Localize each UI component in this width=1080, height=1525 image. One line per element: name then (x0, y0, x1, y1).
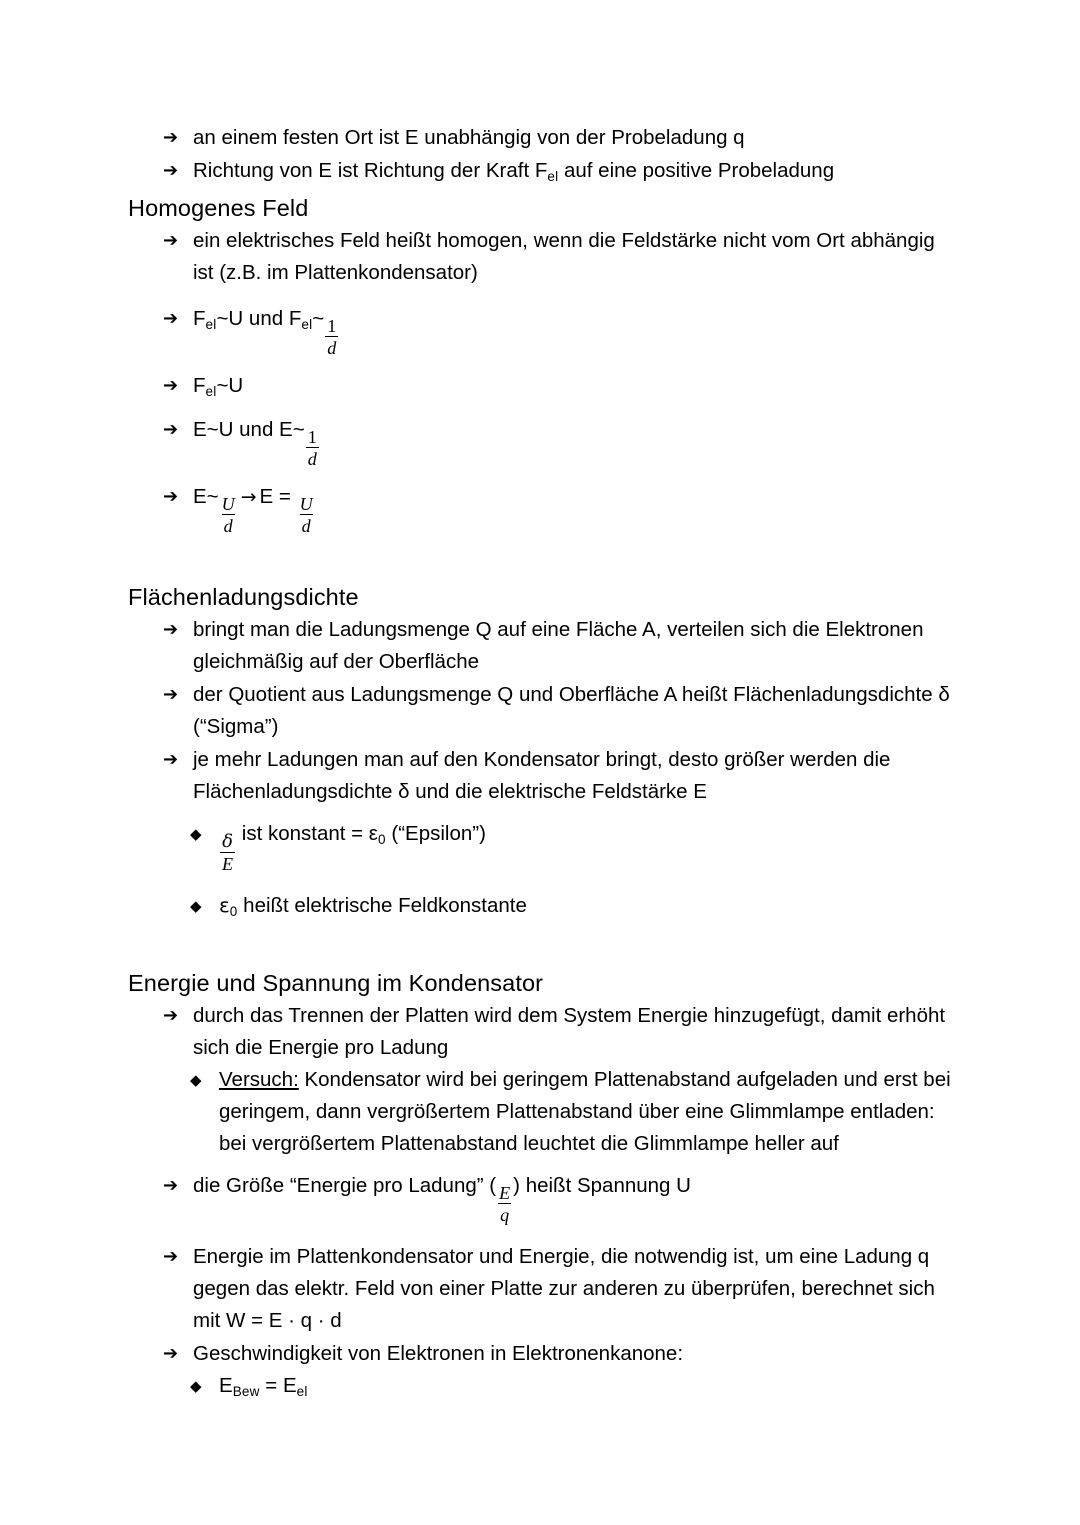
diamond-bullet-icon: ◆ (190, 825, 202, 844)
formula-lead: F (193, 307, 206, 330)
list-item (163, 614, 952, 678)
versuch-label: Versuch: (219, 1068, 299, 1092)
section-heading-flaechenladungsdichte: Flächenladungsdichte (128, 584, 359, 611)
arrow-bullet-icon: ➔ (163, 1005, 179, 1027)
arrow-bullet-icon: ➔ (163, 127, 179, 148)
fraction-numerator: U (221, 493, 235, 514)
formula-e-gleich-u-durch-d (163, 481, 952, 538)
fraction-denominator: d (307, 448, 317, 469)
diamond-bullet-icon: ◆ (190, 897, 202, 916)
list-item (163, 1000, 952, 1064)
arrow-bullet-icon: ➔ (163, 230, 179, 251)
subbullet-delta-durch-e (190, 818, 952, 876)
subbullet-text-end: (“Epsilon”) (385, 822, 486, 846)
bullet-text: Geschwindigkeit von Elektronen in Elektronenkanone: (193, 1342, 684, 1366)
bullet-energie-plattenkondensator (163, 1241, 952, 1337)
arrow-bullet-icon: ➔ (163, 1175, 179, 1197)
formula-f-el-u (163, 370, 952, 404)
arrow-bullet-icon: ➔ (163, 308, 179, 329)
formula-f-el-u-und-1-d (163, 303, 952, 360)
flaechenladungsdichte-bullet-list (163, 614, 952, 808)
fraction-u-over-d (298, 495, 315, 535)
bullet-text: je mehr Ladungen man auf den Kondensator bringt, desto größer werden die Flächenladungsdichte δ und die elektrische Feldstärke E (193, 748, 891, 804)
diamond-bullet-icon: ◆ (190, 1377, 202, 1396)
section-heading-homogenes-feld: Homogenes Feld (128, 195, 309, 221)
fraction-denominator: d (223, 515, 233, 536)
subbullet-text: heißt elektrische Feldkonstante (237, 894, 527, 918)
arrow-bullet-icon: ➔ (163, 1246, 179, 1268)
bullet-text: bringt man die Ladungsmenge Q auf eine Fläche A, verteilen sich die Elektronen gleichmäßig auf der Oberfläche (193, 618, 924, 674)
fraction-numerator: U (299, 493, 313, 514)
equation-operator: = (259, 1374, 283, 1398)
intro-bullet-list (163, 122, 952, 189)
formula-mid: E = (259, 485, 297, 509)
fraction-denominator: E (222, 853, 234, 874)
arrow-bullet-icon: ➔ (163, 375, 179, 397)
fraction-numerator: 1 (307, 426, 317, 447)
subscript-el: el (301, 316, 313, 332)
bullet-geschwindigkeit-elektronen (163, 1338, 952, 1370)
list-item (163, 225, 952, 289)
flaechenladungsdichte-sub-bullet-list (190, 818, 952, 924)
arrow-bullet-icon: ➔ (163, 1343, 179, 1365)
subscript-zero: 0 (229, 903, 238, 919)
energie-bullet-list (163, 1000, 952, 1064)
formula-lead: F (193, 374, 206, 398)
fraction-denominator: q (500, 1204, 510, 1225)
bullet-lead: die Größe “Energie pro Ladung” ( (193, 1174, 497, 1198)
subscript-el: el (205, 383, 217, 399)
equation-left-symbol: E (219, 1374, 233, 1398)
bullet-text: an einem festen Ort ist E unabhängig von der Probeladung q (193, 126, 745, 149)
fraction-numerator: E (499, 1182, 511, 1203)
arrow-bullet-icon: ➔ (163, 160, 179, 181)
bullet-text: Energie im Plattenkondensator und Energie, die notwendig ist, um eine Ladung q gegen das elektr. Feld von einer Platte zur anderen zu überprüfen, berechnet sich mit W = E · q · d (193, 1245, 935, 1333)
formula-lead: E~U und E~ (193, 418, 305, 442)
bullet-tail: ) heißt Spannung U (513, 1174, 691, 1198)
subscript-el: el (205, 316, 217, 332)
section-heading-energie-und-spannung: Energie und Spannung im Kondensator (128, 970, 544, 997)
subscript-el: el (296, 1383, 308, 1399)
versuch-sub-bullet-list (190, 1064, 952, 1160)
bullet-text: der Quotient aus Ladungsmenge Q und Oberfläche A heißt Flächenladungsdichte δ (“Sigma”) (193, 683, 950, 739)
bullet-text: durch das Trennen der Platten wird dem System Energie hinzugefügt, damit erhöht sich die Energie pro Ladung (193, 1004, 946, 1060)
formula-relation: ~U (216, 374, 244, 398)
list-item (163, 679, 952, 743)
fraction-e-over-q (497, 1184, 512, 1224)
fraction-numerator: 1 (327, 315, 337, 336)
arrow-bullet-icon: ➔ (163, 684, 179, 706)
arrow-bullet-icon: ➔ (163, 486, 179, 508)
formula-e-u-und-1-d (163, 414, 952, 471)
subbullet-text: ist konstant = ε (236, 822, 378, 846)
equation-right-symbol: E (282, 1374, 297, 1398)
formula-relation: ~U und F (216, 307, 302, 330)
list-item (163, 155, 952, 189)
energie-formula-list (163, 1170, 952, 1370)
epsilon-symbol: ε (219, 894, 230, 918)
subbullet-epsilon-null (190, 890, 952, 924)
fraction-numerator: δ (222, 830, 233, 852)
fraction-1-over-d (325, 317, 338, 357)
bullet-text-part1: Richtung von E ist Richtung der Kraft F (193, 159, 548, 182)
list-item (163, 744, 952, 808)
fraction-u-over-d (220, 495, 237, 535)
formula-lead: E~ (193, 485, 219, 509)
fraction-denominator: d (327, 337, 337, 358)
fraction-delta-over-e (220, 830, 235, 874)
fraction-1-over-d (306, 428, 319, 468)
equation-e-bew-gleich-e-el (190, 1370, 952, 1404)
arrow-bullet-icon: ➔ (163, 419, 179, 441)
subbullet-versuch (190, 1064, 952, 1160)
implies-arrow-icon: → (240, 486, 257, 509)
versuch-text: Kondensator wird bei geringem Plattenabstand aufgeladen und erst bei geringem, dann vergrößertem Plattenabstand über eine Glimmlampe entladen: bei vergrößertem Plattenabstand leuchtet die Glimmlampe heller auf (219, 1068, 951, 1156)
subscript-el: el (547, 168, 559, 184)
arrow-bullet-icon: ➔ (163, 619, 179, 641)
subscript-bew: Bew (232, 1383, 260, 1399)
fraction-denominator: d (301, 515, 311, 536)
list-item (163, 122, 952, 154)
document-content (128, 122, 952, 1404)
bullet-groesse-energie-pro-ladung (163, 1170, 952, 1227)
formula-relation-2: ~ (312, 307, 325, 330)
homogenes-feld-bullet-list (163, 225, 952, 538)
arrow-bullet-icon: ➔ (163, 749, 179, 771)
diamond-bullet-icon: ◆ (190, 1071, 202, 1090)
bullet-text: ein elektrisches Feld heißt homogen, wenn die Feldstärke nicht vom Ort abhängig ist (z.B. im Plattenkondensator) (193, 229, 935, 284)
subscript-zero: 0 (377, 831, 386, 847)
energy-equation-list (190, 1370, 952, 1404)
bullet-text-part2: auf eine positive Probeladung (558, 159, 835, 182)
